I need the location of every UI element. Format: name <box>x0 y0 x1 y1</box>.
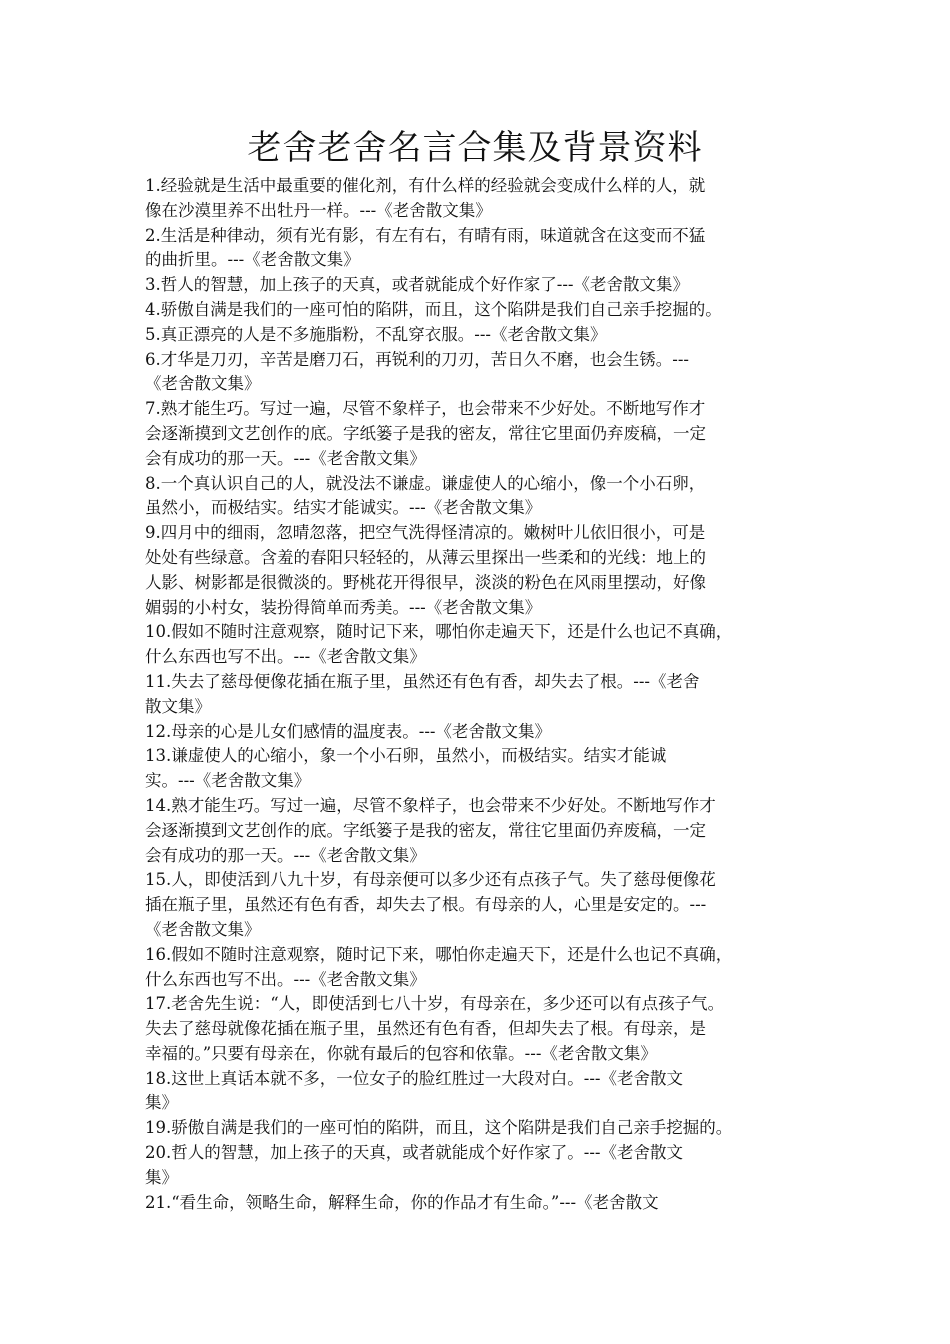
body-line: 散文集》 <box>145 696 211 716</box>
body-line: 19.骄傲自满是我们的一座可怕的陷阱，而且，这个陷阱是我们自己亲手挖掘的。 <box>145 1118 733 1138</box>
body-line: 什么东西也写不出。---《老舍散文集》 <box>145 647 426 667</box>
body-line: 失去了慈母就像花插在瓶子里，虽然还有色有香，但却失去了根。有母亲，是 <box>145 1019 706 1039</box>
body-line: 15.人，即使活到八九十岁，有母亲便可以多少还有点孩子气。失了慈母便像花 <box>145 870 716 890</box>
body-line: 会有成功的那一天。---《老舍散文集》 <box>145 448 426 468</box>
document-body <box>145 174 825 1240</box>
body-line: 虽然小，而极结实。结实才能诚实。---《老舍散文集》 <box>145 498 542 518</box>
body-line: 3.哲人的智慧，加上孩子的天真，或者就能成个好作家了---《老舍散文集》 <box>145 275 689 295</box>
body-line: 《老舍散文集》 <box>145 919 261 939</box>
body-line: 1.经验就是生活中最重要的催化剂，有什么样的经验就会变成什么样的人，就 <box>145 176 706 195</box>
body-line: 17.老舍先生说：“人，即使活到七八十岁，有母亲在，多少还可以有点孩子气。 <box>145 994 725 1014</box>
body-line: 幸福的。”只要有母亲在，你就有最后的包容和依靠。---《老舍散文集》 <box>145 1043 657 1063</box>
body-line: 11.失去了慈母便像花插在瓶子里，虽然还有色有香，却失去了根。---《老舍 <box>145 671 700 691</box>
body-line: 实。---《老舍散文集》 <box>145 771 311 791</box>
body-line: 插在瓶子里，虽然还有色有香，却失去了根。有母亲的人，心里是安定的。--- <box>145 895 707 915</box>
body-line: 会有成功的那一天。---《老舍散文集》 <box>145 845 426 865</box>
body-line: 6.才华是刀刃，辛苦是磨刀石，再锐利的刀刃，苦日久不磨，也会生锈。--- <box>145 349 689 369</box>
body-line: 10.假如不随时注意观察，随时记下来，哪怕你走遍天下，还是什么也记不真确， <box>145 622 733 642</box>
body-line: 21.“看生命，领略生命，解释生命，你的作品才有生命。”---《老舍散文 <box>145 1192 659 1212</box>
body-line: 处处有些绿意。含羞的春阳只轻轻的，从薄云里探出一些柔和的光线：地上的 <box>145 547 706 567</box>
body-line: 16.假如不随时注意观察，随时记下来，哪怕你走遍天下，还是什么也记不真确， <box>145 944 733 964</box>
body-line: 会逐渐摸到文艺创作的底。字纸篓子是我的密友，常往它里面仍弃废稿，一定 <box>145 423 706 443</box>
body-line <box>145 1215 825 1240</box>
body-line: 12.母亲的心是儿女们感情的温度表。---《老舍散文集》 <box>145 721 551 741</box>
body-line: 什么东西也写不出。---《老舍散文集》 <box>145 969 426 989</box>
body-line: 会逐渐摸到文艺创作的底。字纸篓子是我的密友，常往它里面仍弃废稿，一定 <box>145 820 706 840</box>
body-line: 4.骄傲自满是我们的一座可怕的陷阱，而且，这个陷阱是我们自己亲手挖掘的。 <box>145 299 722 319</box>
body-line: 5.真正漂亮的人是不多施脂粉，不乱穿衣服。---《老舍散文集》 <box>145 324 607 344</box>
body-line: 2.生活是种律动，须有光有影，有左有右，有晴有雨，味道就含在这变而不猛 <box>145 225 706 245</box>
body-line: 8.一个真认识自己的人，就没法不谦虚。谦虚使人的心缩小，像一个小石卵， <box>145 473 706 493</box>
body-line: 像在沙漠里养不出牡丹一样。---《老舍散文集》 <box>145 200 492 220</box>
body-line: 媚弱的小村女，装扮得简单而秀美。---《老舍散文集》 <box>145 597 542 617</box>
body-line: 14.熟才能生巧。写过一遍，尽管不象样子，也会带来不少好处。不断地写作才 <box>145 795 716 815</box>
body-line: 13.谦虚使人的心缩小，象一个小石卵，虽然小，而极结实。结实才能诚 <box>145 746 667 766</box>
body-line: 9.四月中的细雨，忽晴忽落，把空气洗得怪清凉的。嫩树叶儿依旧很小，可是 <box>145 523 706 543</box>
body-line: 7.熟才能生巧。写过一遍，尽管不象样子，也会带来不少好处。不断地写作才 <box>145 399 706 419</box>
body-line: 《老舍散文集》 <box>145 374 261 394</box>
body-line: 集》 <box>145 1167 178 1187</box>
body-line: 20.哲人的智慧，加上孩子的天真，或者就能成个好作家了。---《老舍散文 <box>145 1143 683 1163</box>
document-title: 老舍老舍名言合集及背景资料 <box>247 128 703 168</box>
body-line: 的曲折里。---《老舍散文集》 <box>145 250 360 270</box>
body-line: 集》 <box>145 1093 178 1113</box>
body-line: 18.这世上真话本就不多，一位女子的脸红胜过一大段对白。---《老舍散文 <box>145 1068 683 1088</box>
body-line: 人影、树影都是很微淡的。野桃花开得很早，淡淡的粉色在风雨里摆动，好像 <box>145 572 706 592</box>
